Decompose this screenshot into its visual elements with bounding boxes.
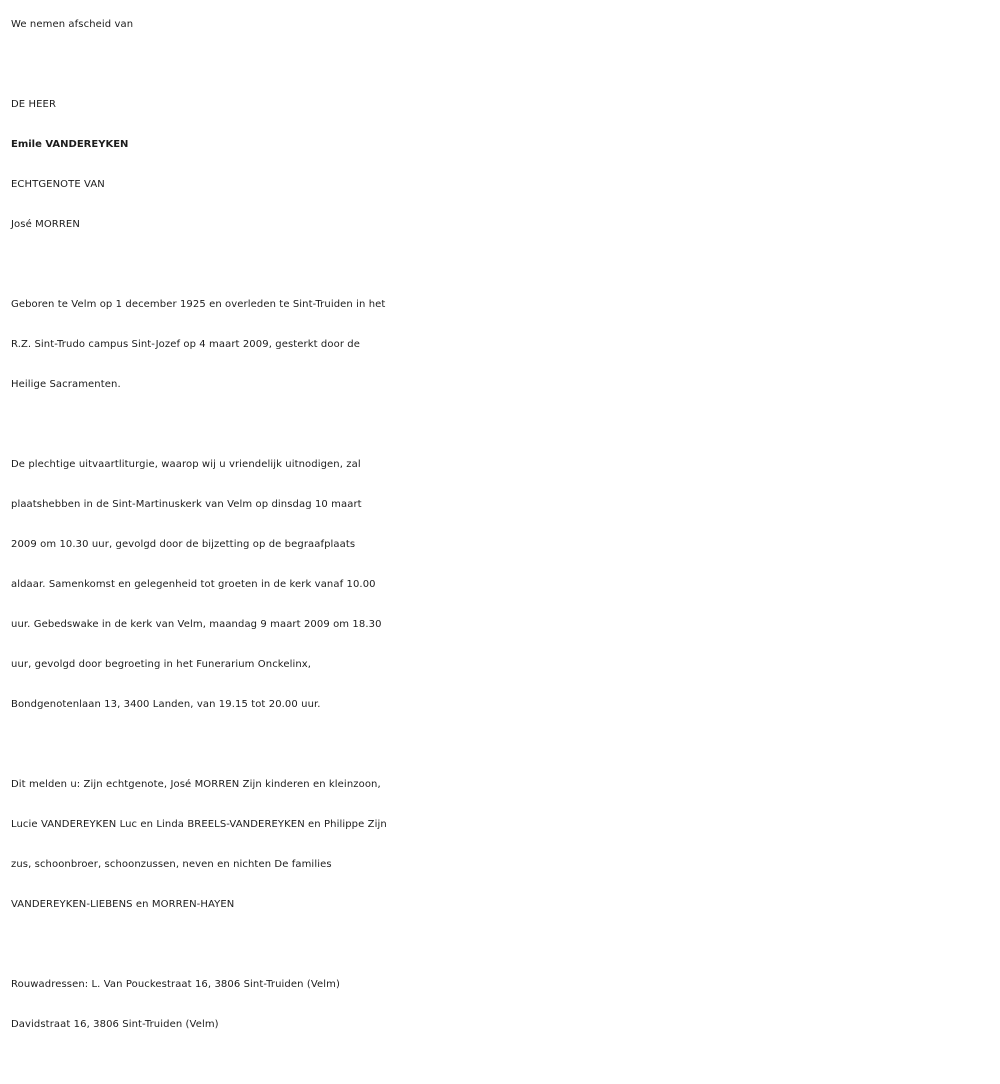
intro-text: We nemen afscheid van bbox=[11, 19, 134, 30]
paragraph-line: Geboren te Velm op 1 december 1925 en overleden te Sint-Truiden in het bbox=[11, 299, 386, 310]
paragraph-line: aldaar. Samenkomst en gelegenheid tot groeten in de kerk vanaf 10.00 bbox=[11, 579, 376, 590]
paragraph-line: zus, schoonbroer, schoonzussen, neven en nichten De families bbox=[11, 859, 332, 870]
spacer bbox=[11, 725, 996, 765]
paragraph-line: Heilige Sacramenten. bbox=[11, 379, 121, 390]
spacer bbox=[11, 245, 996, 285]
funeral-paragraph bbox=[11, 445, 996, 725]
paragraph-line: VANDEREYKEN-LIEBENS en MORREN-HAYEN bbox=[11, 899, 235, 910]
relation-text: ECHTGENOTE VAN bbox=[11, 179, 105, 190]
paragraph-line: Bondgenotenlaan 13, 3400 Landen, van 19.15 tot 20.00 uur. bbox=[11, 699, 321, 710]
paragraph-line: Dit melden u: Zijn echtgenote, José MORREN Zijn kinderen en kleinzoon, bbox=[11, 779, 381, 790]
paragraph-line: De plechtige uitvaartliturgie, waarop wij u vriendelijk uitnodigen, zal bbox=[11, 459, 361, 470]
paragraph-line: 2009 om 10.30 uur, gevolgd door de bijzetting op de begraafplaats bbox=[11, 539, 356, 550]
spacer bbox=[11, 405, 996, 445]
spacer bbox=[11, 45, 996, 85]
paragraph-line: plaatshebben in de Sint-Martinuskerk van Velm op dinsdag 10 maart bbox=[11, 499, 362, 510]
paragraph-line: Lucie VANDEREYKEN Luc en Linda BREELS-VANDEREYKEN en Philippe Zijn bbox=[11, 819, 387, 830]
birth-death-paragraph bbox=[11, 285, 996, 405]
paragraph-line: uur. Gebedswake in de kerk van Velm, maandag 9 maart 2009 om 18.30 bbox=[11, 619, 382, 630]
paragraph-line: Davidstraat 16, 3806 Sint-Truiden (Velm) bbox=[11, 1019, 219, 1030]
announcers-paragraph bbox=[11, 765, 996, 925]
paragraph-line: uur, gevolgd door begroeting in het Funerarium Onckelinx, bbox=[11, 659, 312, 670]
spacer bbox=[11, 925, 996, 965]
addresses-paragraph bbox=[11, 965, 996, 1045]
title-prefix: DE HEER bbox=[11, 99, 57, 110]
paragraph-line: R.Z. Sint-Trudo campus Sint-Jozef op 4 maart 2009, gesterkt door de bbox=[11, 339, 361, 350]
obituary-notice bbox=[11, 5, 996, 1045]
deceased-name: Emile VANDEREYKEN bbox=[11, 139, 129, 150]
paragraph-line: Rouwadressen: L. Van Pouckestraat 16, 3806 Sint-Truiden (Velm) bbox=[11, 979, 340, 990]
spouse-name: José MORREN bbox=[11, 219, 80, 230]
